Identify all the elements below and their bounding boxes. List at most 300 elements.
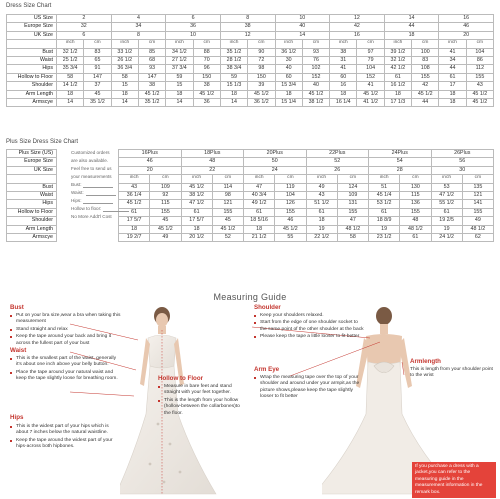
uk-size-value: 14 [275, 31, 330, 39]
measurement-label: Hollow to Floor [7, 208, 57, 216]
measurement-value: 72 [248, 56, 275, 64]
measurement-value: 36 1/2 [275, 48, 302, 56]
measurement-value: 43 [119, 183, 150, 191]
unit-cm: cm [212, 175, 243, 183]
instruction-item: Measure in bare feet and stand straight with your feet together. [158, 384, 240, 397]
measurement-value: 155 [400, 208, 431, 216]
measurement-value: 86 [466, 56, 493, 64]
measurement-label: Arm Length [7, 90, 57, 98]
measurement-value: 18 [111, 90, 138, 98]
europe-size-value: 34 [111, 23, 166, 31]
measurement-value: 15 1/4 [275, 98, 302, 106]
unit-cm: cm [357, 40, 384, 48]
measurement-value: 98 [212, 191, 243, 199]
europe-size-value: 36 [166, 23, 221, 31]
measurement-value: 36 1/4 [119, 191, 150, 199]
uk-size-label: UK Size [7, 166, 57, 174]
measurement-value: 115 [150, 200, 181, 208]
us-size-value: 12 [330, 15, 385, 23]
instruction-item: Put on your bra size,wear a bra when taking this measurement [10, 313, 122, 326]
measurement-value: 135 [462, 183, 493, 191]
measurement-value: 131 [337, 200, 368, 208]
measurement-value: 45 1/4 [369, 191, 400, 199]
measurement-value: 61 [439, 73, 466, 81]
unit-cm: cm [84, 40, 111, 48]
measurement-value: 45 1/2 [248, 90, 275, 98]
measurement-value: 45 [150, 217, 181, 225]
measurement-value: 59 [220, 73, 247, 81]
hollow-to-floor-title: Hollow to Floor [158, 375, 204, 382]
uk-size-value: 26 [306, 166, 369, 174]
measurement-label: Bust [7, 48, 57, 56]
measurement-value: 155 [150, 208, 181, 216]
unit-cm: cm [302, 40, 329, 48]
measurement-value: 27 1/2 [166, 56, 193, 64]
measurement-value: 42 [412, 82, 439, 90]
measurement-value: 15 1/3 [220, 82, 247, 90]
measurement-value: 109 [150, 183, 181, 191]
plus-size-chart-title: Plus Size Dress Size Chart [6, 139, 79, 145]
uk-size-value: 10 [166, 31, 221, 39]
measurement-value: 104 [357, 65, 384, 73]
measurement-value: 147 [138, 73, 165, 81]
measurement-value: 79 [357, 56, 384, 64]
measurement-value: 44 [439, 65, 466, 73]
measurement-value: 53 [431, 183, 462, 191]
measurement-label: Waist [7, 191, 57, 199]
measurement-value: 109 [337, 191, 368, 199]
measurement-value: 115 [400, 191, 431, 199]
europe-size-value: 40 [275, 23, 330, 31]
us-size-value: 6 [166, 15, 221, 23]
measurement-value: 48 1/2 [462, 225, 493, 233]
instruction-item: Please keep the tape a little looser to fit better [254, 334, 364, 340]
measurement-value: 124 [337, 183, 368, 191]
unit-inch: inch [384, 40, 411, 48]
measurement-value: 48 1/2 [400, 225, 431, 233]
measurement-value: 150 [248, 73, 275, 81]
measurement-label: Waist [7, 56, 57, 64]
instruction-item: Keep the tape around the widest part of your hips-across both hipbones. [10, 438, 122, 451]
measurement-value: 121 [212, 200, 243, 208]
measurement-value: 45 1/2 [138, 90, 165, 98]
measurement-value: 39 [248, 82, 275, 90]
unit-inch: inch [119, 175, 150, 183]
instruction-item: This is the smallest part of the waist, generally it's about one inch above your belly button. [10, 356, 122, 369]
measurement-label: Armscye [7, 233, 57, 241]
measurement-value: 45 1/2 [302, 90, 329, 98]
instruction-item: This is the widest part of your hips which is about 7 inches below the natural waistline. [10, 424, 122, 437]
measurement-value: 18 [181, 225, 212, 233]
measurement-value: 48 1/2 [337, 225, 368, 233]
us-size-value: 16 [439, 15, 494, 23]
instruction-item: Keep the tape around your back and bring it across the fullest part of your bust [10, 334, 122, 347]
measurement-value: 152 [302, 73, 329, 81]
measurement-value: 32 1/2 [57, 48, 84, 56]
us-size-value: 26Plus [431, 150, 494, 158]
uk-size-value: 6 [57, 31, 112, 39]
measurement-value: 16 1/2 [384, 82, 411, 90]
unit-cm: cm [275, 175, 306, 183]
instruction-item: Stand straight and relax [10, 327, 122, 333]
measurement-value: 49 [306, 183, 337, 191]
us-size-label: Plus Size (US) [7, 150, 57, 158]
measurement-value: 18 [439, 90, 466, 98]
unit-inch: inch [181, 175, 212, 183]
measurement-value: 88 [193, 48, 220, 56]
custom-note-line: Bust: [71, 182, 129, 190]
measurement-value: 61 [369, 208, 400, 216]
measurement-value: 61 [431, 208, 462, 216]
uk-size-value: 28 [369, 166, 432, 174]
uk-size-value: 16 [330, 31, 385, 39]
uk-size-value: 20 [119, 166, 182, 174]
dress-size-chart-title: Dress Size Chart [6, 3, 52, 9]
measurement-value: 155 [412, 73, 439, 81]
measurement-value: 14 [111, 98, 138, 106]
instruction-item: Wrap the measuring tape over the top of your shoulder and around under your armpit,as the picture shows,please keep the tape slightly looser to fit better [254, 375, 364, 401]
measurement-value: 152 [357, 73, 384, 81]
measurement-value: 36 3/4 [111, 65, 138, 73]
us-size-value: 2 [57, 15, 112, 23]
uk-size-value: 20 [439, 31, 494, 39]
uk-size-value: 24 [244, 166, 307, 174]
measurement-value: 147 [84, 73, 111, 81]
measurement-value: 14 [57, 98, 84, 106]
measurement-value: 37 [84, 82, 111, 90]
europe-size-value: 48 [181, 158, 244, 166]
unit-cm: cm [400, 175, 431, 183]
measurement-value: 41 1/2 [357, 98, 384, 106]
measurement-value: 55 1/2 [431, 200, 462, 208]
uk-size-value: 8 [111, 31, 166, 39]
measurement-value: 47 1/2 [431, 191, 462, 199]
measurement-value: 104 [466, 48, 493, 56]
custom-note-line: Hips: [71, 198, 129, 206]
measurement-value: 45 1/2 [466, 98, 493, 106]
measurement-value: 65 [84, 56, 111, 64]
measurement-value: 114 [212, 183, 243, 191]
waist-title: Waist [10, 347, 27, 354]
measurement-value: 34 1/2 [166, 48, 193, 56]
measurement-value: 53 1/2 [369, 200, 400, 208]
measurement-value: 155 [462, 208, 493, 216]
europe-size-value: 44 [384, 23, 439, 31]
measurement-value: 39 1/2 [384, 48, 411, 56]
measuring-guide-title: Measuring Guide [213, 292, 287, 302]
measurement-value: 17 1/3 [384, 98, 411, 106]
measurement-value: 49 1/2 [244, 200, 275, 208]
arm-eye-instructions [254, 375, 364, 402]
measurement-value: 47 [337, 217, 368, 225]
measurement-value: 41 [330, 65, 357, 73]
measurement-value: 19 [369, 225, 400, 233]
measurement-value: 58 [57, 73, 84, 81]
measurement-value: 18 [244, 225, 275, 233]
unit-inch: inch [166, 40, 193, 48]
us-size-value: 20Plus [244, 150, 307, 158]
measurement-value: 136 [400, 200, 431, 208]
measurement-value: 102 [302, 65, 329, 73]
measurement-value: 61 [400, 233, 431, 241]
unit-inch: inch [439, 40, 466, 48]
measurement-value: 37 3/4 [166, 65, 193, 73]
measurement-value: 38 [193, 82, 220, 90]
measurement-value: 45 1/2 [193, 90, 220, 98]
instruction-item: Start from the edge of one shoulder socket to the same point of the other shoulder at the back [254, 320, 364, 333]
europe-size-label: Europe Size [7, 23, 57, 31]
measurement-label: Shoulder [7, 217, 57, 225]
measurement-value: 141 [462, 200, 493, 208]
measurement-value: 40 [302, 82, 329, 90]
jacket-note-box: If you purchase a dress with a jacket,you can refer to the measuring guide in the measurement information in the remark box. [412, 462, 496, 498]
instruction-item: This is the length from your hollow (hollow-between the collarbones)to the floor. [158, 398, 240, 417]
us-size-value: 18Plus [181, 150, 244, 158]
measurement-value: 36 1/2 [248, 98, 275, 106]
bust-instructions [10, 313, 122, 348]
measurement-value: 18 [275, 90, 302, 98]
measurement-value: 38 [138, 82, 165, 90]
measurement-value: 51 [369, 183, 400, 191]
measurement-value: 38 1/2 [302, 98, 329, 106]
measurement-value: 97 [357, 48, 384, 56]
measurement-value: 61 [244, 208, 275, 216]
europe-size-value: 56 [431, 158, 494, 166]
hollow-to-floor-instructions [158, 384, 240, 418]
us-size-value: 14 [384, 15, 439, 23]
measurement-value: 34 [439, 56, 466, 64]
measurement-value: 155 [275, 208, 306, 216]
measurement-value: 45 1/2 [466, 90, 493, 98]
measurement-value: 40 [275, 65, 302, 73]
measurement-value: 108 [412, 65, 439, 73]
measurement-value: 32 1/2 [384, 56, 411, 64]
measurement-value: 14 [166, 98, 193, 106]
unit-cm: cm [466, 40, 493, 48]
measurement-value: 18 5/16 [244, 217, 275, 225]
measurement-value: 18 [119, 225, 150, 233]
europe-size-value: 46 [439, 23, 494, 31]
uk-size-label: UK Size [7, 31, 57, 39]
measurement-value: 43 [306, 191, 337, 199]
measurement-value: 26 1/2 [111, 56, 138, 64]
measurement-value: 45 1/2 [357, 90, 384, 98]
measurement-label: Shoulder [7, 82, 57, 90]
measurement-value: 68 [138, 56, 165, 64]
custom-note-line: No More Addt'l Cost [71, 214, 112, 219]
unit-inch: inch [330, 40, 357, 48]
shoulder-title: Shoulder [254, 304, 281, 311]
measurement-value: 104 [275, 191, 306, 199]
custom-note-line: your measurements [71, 174, 112, 179]
measurement-value: 18 [306, 217, 337, 225]
us-size-value: 10 [275, 15, 330, 23]
measurement-value: 150 [193, 73, 220, 81]
measurement-value: 17 [439, 82, 466, 90]
us-size-value: 22Plus [306, 150, 369, 158]
measurement-value: 76 [302, 56, 329, 64]
unit-inch: inch [306, 175, 337, 183]
measurement-value: 126 [275, 200, 306, 208]
measurement-value: 93 [302, 48, 329, 56]
measurement-value: 18 [330, 90, 357, 98]
us-size-value: 24Plus [369, 150, 432, 158]
measurement-value: 22 1/2 [306, 233, 337, 241]
unit-cm: cm [193, 40, 220, 48]
measurement-value: 41 [357, 82, 384, 90]
unit-inch: inch [57, 40, 84, 48]
measurement-value: 46 [275, 217, 306, 225]
measurement-value: 93 [138, 65, 165, 73]
europe-size-value: 46 [119, 158, 182, 166]
measurement-value: 19 [431, 225, 462, 233]
measurement-value: 130 [400, 183, 431, 191]
measurement-value: 100 [412, 48, 439, 56]
measurement-value: 42 1/2 [384, 65, 411, 73]
measurement-value: 17 5/7 [119, 217, 150, 225]
bust-title: Bust [10, 304, 24, 311]
measurement-value: 38 [330, 48, 357, 56]
measurement-label: Hips [7, 65, 57, 73]
measurement-value: 51 1/2 [306, 200, 337, 208]
measurement-value: 30 [275, 56, 302, 64]
custom-note-line: Customized orders [71, 150, 110, 155]
custom-note-line: are also available. [71, 158, 109, 163]
measurement-value: 45 1/2 [212, 225, 243, 233]
measurement-value: 14 [220, 98, 247, 106]
europe-size-value: 42 [330, 23, 385, 31]
measurement-value: 16 1/4 [330, 98, 357, 106]
measurement-value: 33 1/2 [111, 48, 138, 56]
measurement-value: 98 [248, 65, 275, 73]
measurement-value: 45 1/2 [275, 225, 306, 233]
measurement-value: 28 1/2 [220, 56, 247, 64]
measurement-value: 38 3/4 [220, 65, 247, 73]
measurement-value: 47 [244, 183, 275, 191]
us-size-value: 16Plus [119, 150, 182, 158]
measurement-value: 91 [84, 65, 111, 73]
measurement-value: 58 [111, 73, 138, 81]
measurement-label: Bust [7, 183, 57, 191]
measurement-value: 14 1/2 [57, 82, 84, 90]
measurement-value: 96 [193, 65, 220, 73]
measurement-value: 60 [330, 73, 357, 81]
measurement-value: 62 [462, 233, 493, 241]
measurement-value: 61 [181, 208, 212, 216]
measurement-value: 155 [337, 208, 368, 216]
measurement-value: 121 [462, 191, 493, 199]
measurement-value: 58 [337, 233, 368, 241]
measurement-value: 19 2/5 [431, 217, 462, 225]
custom-note-line: Hollow to floor: [71, 206, 129, 214]
europe-size-value: 32 [57, 23, 112, 31]
measurement-value: 40 3/4 [244, 191, 275, 199]
measurement-value: 85 [138, 48, 165, 56]
uk-size-value: 30 [431, 166, 494, 174]
measurement-value: 49 [462, 217, 493, 225]
measurement-label: Armscye [7, 98, 57, 106]
measurement-value: 15 [111, 82, 138, 90]
measurement-value: 31 [330, 56, 357, 64]
measurement-label: Hips [7, 200, 57, 208]
measurement-value: 19 [306, 225, 337, 233]
measurement-value: 45 1/2 [181, 183, 212, 191]
measurement-value: 47 1/2 [181, 200, 212, 208]
measurement-value: 18 [439, 98, 466, 106]
measurement-value: 16 [330, 82, 357, 90]
measurement-label: Hollow to Floor [7, 73, 57, 81]
measurement-value: 61 [119, 208, 150, 216]
unit-inch: inch [244, 175, 275, 183]
measurement-value: 43 [466, 82, 493, 90]
europe-size-value: 52 [306, 158, 369, 166]
measurement-value: 35 1/2 [84, 98, 111, 106]
uk-size-value: 22 [181, 166, 244, 174]
measurement-value: 49 [150, 233, 181, 241]
hips-title: Hips [10, 414, 24, 421]
measurement-value: 20 1/2 [181, 233, 212, 241]
custom-note-line: Waist: [71, 190, 129, 198]
measurement-value: 21 1/2 [244, 233, 275, 241]
measurement-value: 18 [220, 90, 247, 98]
measurement-value: 15 3/4 [275, 82, 302, 90]
us-size-value: 8 [220, 15, 275, 23]
uk-size-value: 12 [220, 31, 275, 39]
uk-size-value: 18 [384, 31, 439, 39]
measurement-value: 70 [193, 56, 220, 64]
measurement-value: 35 1/2 [138, 98, 165, 106]
armlength-instructions: This is length from your shoulder point to the wrist [410, 367, 493, 379]
measurement-value: 83 [84, 48, 111, 56]
measurement-value: 55 [275, 233, 306, 241]
unit-cm: cm [337, 175, 368, 183]
measurement-value: 17 5/7 [181, 217, 212, 225]
measurement-value: 18 8/9 [369, 217, 400, 225]
measurement-value: 90 [248, 48, 275, 56]
measurement-value: 83 [412, 56, 439, 64]
measurement-value: 61 [384, 73, 411, 81]
measurement-value: 45 [84, 90, 111, 98]
arm-eye-title: Arm Eye [254, 366, 280, 373]
measurement-value: 35 3/4 [57, 65, 84, 73]
measurement-value: 24 1/2 [431, 233, 462, 241]
measurement-value: 35 1/2 [220, 48, 247, 56]
measurement-value: 44 [412, 98, 439, 106]
europe-size-value: 54 [369, 158, 432, 166]
armlength-title: Armlength [410, 358, 441, 365]
measurement-value: 38 1/2 [181, 191, 212, 199]
measurement-value: 18 [166, 90, 193, 98]
measurement-value: 61 [306, 208, 337, 216]
waist-instructions [10, 356, 122, 384]
measurement-value: 45 1/2 [119, 200, 150, 208]
measurement-value: 18 [384, 90, 411, 98]
measurement-label: Arm Length [7, 225, 57, 233]
measurement-value: 119 [275, 183, 306, 191]
europe-size-value: 50 [244, 158, 307, 166]
instruction-item: Keep your shoulders relaxed. [254, 313, 364, 319]
unit-inch: inch [220, 40, 247, 48]
measurement-value: 18 [57, 90, 84, 98]
measurement-value: 19 2/7 [119, 233, 150, 241]
unit-cm: cm [462, 175, 493, 183]
measurement-value: 48 [400, 217, 431, 225]
measurement-value: 45 1/2 [412, 90, 439, 98]
measurement-value: 45 [212, 217, 243, 225]
measurement-value: 45 1/2 [150, 225, 181, 233]
unit-inch: inch [111, 40, 138, 48]
measurement-value: 41 [439, 48, 466, 56]
